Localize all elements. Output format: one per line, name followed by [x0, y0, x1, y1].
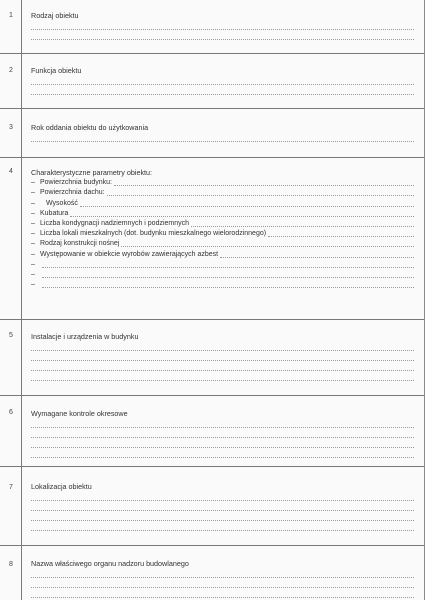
- fill-line[interactable]: [31, 448, 414, 458]
- section-title: Charakterystyczne parametry obiektu:: [31, 168, 153, 177]
- param-fill-line[interactable]: [42, 260, 414, 268]
- fill-line[interactable]: [31, 588, 414, 598]
- fill-line[interactable]: [31, 521, 414, 531]
- param-row[interactable]: [31, 259, 414, 269]
- fill-line[interactable]: [31, 361, 414, 371]
- param-dash: –: [31, 219, 35, 227]
- fill-line[interactable]: [31, 428, 414, 438]
- param-dash: –: [31, 189, 35, 197]
- section-number: 7: [9, 484, 13, 491]
- section-title: Rok oddania obiektu do użytkowania: [31, 123, 149, 132]
- fill-line[interactable]: [31, 20, 414, 30]
- fill-line[interactable]: [31, 371, 414, 381]
- param-label: Występowanie w obiekcie wyrobów zawierających azbest: [40, 250, 219, 258]
- section-number: 8: [9, 561, 13, 568]
- fill-line[interactable]: [31, 568, 414, 578]
- param-dash: –: [31, 199, 35, 207]
- param-row[interactable]: [31, 269, 414, 279]
- section-instalacje: [0, 320, 424, 396]
- fill-line[interactable]: [31, 30, 414, 40]
- section-organ-nadzoru: [0, 546, 424, 600]
- param-row[interactable]: [31, 228, 414, 238]
- param-label: Powierzchnia budynku:: [40, 179, 112, 187]
- param-dash: –: [31, 230, 35, 238]
- param-fill-line[interactable]: [114, 178, 414, 186]
- param-fill-line[interactable]: [268, 229, 414, 237]
- section-number: 2: [9, 67, 13, 74]
- fill-line[interactable]: [31, 85, 414, 95]
- param-fill-line[interactable]: [191, 219, 414, 227]
- section-number: 3: [9, 124, 13, 131]
- section-number: 1: [9, 12, 13, 19]
- param-label: Powierzchnia dachu:: [40, 189, 105, 197]
- section-rodzaj-obiektu: [0, 0, 424, 54]
- param-fill-line[interactable]: [107, 188, 414, 196]
- param-dash: –: [31, 270, 35, 278]
- section-title: Rodzaj obiektu: [31, 11, 79, 20]
- param-dash: –: [31, 281, 35, 289]
- param-dash: –: [31, 209, 35, 217]
- param-row[interactable]: [31, 279, 414, 289]
- param-row[interactable]: [31, 208, 414, 218]
- section-parametry-obiektu: [0, 158, 424, 320]
- param-row[interactable]: [31, 187, 414, 197]
- section-funkcja-obiektu: [0, 54, 424, 109]
- fill-line[interactable]: [31, 578, 414, 588]
- param-row[interactable]: [31, 238, 414, 248]
- param-label: Liczba lokali mieszkalnych (dot. budynku mieszkalnego wielorodzinnego): [40, 230, 267, 238]
- section-title: Funkcja obiektu: [31, 66, 82, 75]
- param-dash: –: [31, 240, 35, 248]
- param-dash: –: [31, 250, 35, 258]
- param-fill-line[interactable]: [80, 199, 414, 207]
- param-dash: –: [31, 179, 35, 187]
- param-fill-line[interactable]: [42, 280, 414, 288]
- section-title: Wymagane kontrole okresowe: [31, 409, 128, 418]
- section-kontrole-okresowe: [0, 396, 424, 467]
- section-number: 4: [9, 168, 13, 175]
- fill-line[interactable]: [31, 75, 414, 85]
- section-title: Instalacje i urządzenia w budynku: [31, 332, 139, 341]
- section-title: Lokalizacja obiektu: [31, 482, 92, 491]
- fill-line[interactable]: [31, 351, 414, 361]
- fill-line[interactable]: [31, 341, 414, 351]
- param-label: Liczba kondygnacji nadziemnych i podziemnych: [40, 219, 190, 227]
- param-fill-line[interactable]: [70, 209, 414, 217]
- param-fill-line[interactable]: [220, 250, 414, 258]
- fill-line[interactable]: [31, 438, 414, 448]
- section-lokalizacja: [0, 467, 424, 546]
- param-label: Kubatura: [40, 209, 69, 217]
- fill-line[interactable]: [31, 418, 414, 428]
- param-fill-line[interactable]: [42, 270, 414, 278]
- param-fill-line[interactable]: [121, 239, 414, 247]
- section-title: Nazwa właściwego organu nadzoru budowlanego: [31, 559, 189, 568]
- param-label: Rodzaj konstrukcji nośnej: [40, 240, 120, 248]
- fill-line[interactable]: [31, 501, 414, 511]
- fill-line[interactable]: [31, 132, 414, 142]
- section-number: 6: [9, 409, 13, 416]
- section-number: 5: [9, 332, 13, 339]
- param-dash: –: [31, 260, 35, 268]
- fill-line[interactable]: [31, 511, 414, 521]
- param-row[interactable]: [31, 218, 414, 228]
- section-rok-oddania: [0, 109, 424, 158]
- param-row[interactable]: [31, 248, 414, 258]
- param-label: Wysokość: [46, 199, 78, 207]
- param-row[interactable]: [31, 197, 414, 207]
- fill-line[interactable]: [31, 491, 414, 501]
- param-row[interactable]: [31, 177, 414, 187]
